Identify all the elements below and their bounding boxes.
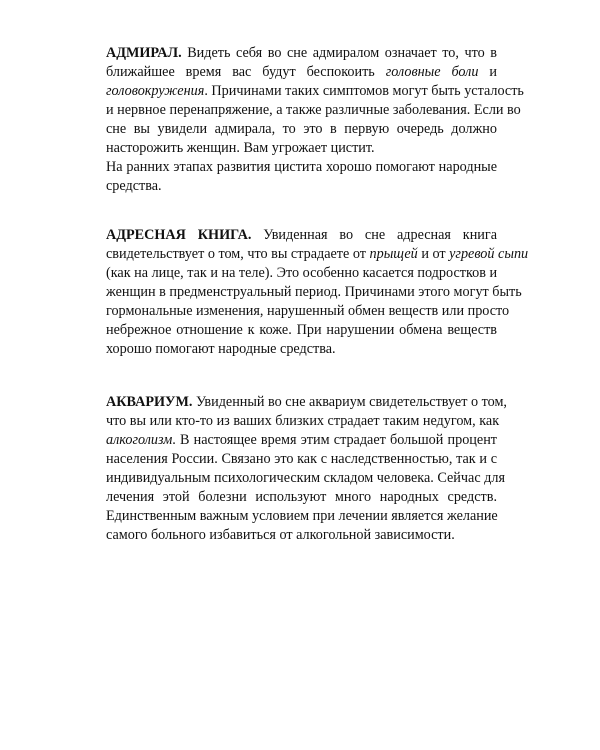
text-line: индивидуальным психологическим складом человека. Сейчас для <box>106 470 506 486</box>
text-line: что вы или кто-то из ваших близких страдает таким недугом, как <box>106 413 500 429</box>
text-line: сне вы увидели адмирала, то это в первую очередь должно <box>106 121 497 137</box>
text-line: лечения этой болезни используют много народных средств. <box>106 489 497 505</box>
text-line: свидетельствует о том, что вы страдаете от прыщей и от угревой сыпи <box>106 246 529 262</box>
text-line: головокружения. Причинами таких симптомов могут быть усталость <box>106 83 524 99</box>
text-line: (как на лице, так и на теле). Это особенно касается подростков и <box>106 265 498 281</box>
entry-headword: АКВАРИУМ. <box>106 394 193 410</box>
text-line: АКВАРИУМ. Увиденный во сне аквариум свидетельствует о том, <box>106 394 507 410</box>
text-line: ближайшее время вас будут беспокоить головные боли и <box>106 64 497 80</box>
text-line: средства. <box>106 178 162 194</box>
text-line: гормональные изменения, нарушенный обмен веществ или просто <box>106 303 510 319</box>
text-line: насторожить женщин. Вам угрожает цистит. <box>106 140 375 156</box>
text-line: самого больного избавиться от алкогольной зависимости. <box>106 527 455 543</box>
text-line: алкоголизм. В настоящее время этим страдает большой процент <box>106 432 497 448</box>
text-line: На ранних этапах развития цистита хорошо помогают народные <box>106 159 497 175</box>
entry-headword: АДМИРАЛ. <box>106 45 182 61</box>
text-line: небрежное отношение к коже. При нарушении обмена веществ <box>106 322 497 338</box>
entry-headword: АДРЕСНАЯ КНИГА. <box>106 227 252 243</box>
text-line: населения России. Связано это как с наследственностью, так и с <box>106 451 497 467</box>
text-line: женщин в предменструальный период. Причинами этого могут быть <box>106 284 522 300</box>
text-line <box>106 503 497 522</box>
text-line: Единственным важным условием при лечении является желание <box>106 508 498 524</box>
text-line: АДРЕСНАЯ КНИГА. Увиденная во сне адресная книга <box>106 227 497 243</box>
text-line: АДМИРАЛ. Видеть себя во сне адмиралом означает то, что в <box>106 45 497 61</box>
text-line: и нервное перенапряжение, а также различные заболевания. Если во <box>106 102 521 118</box>
text-line: хорошо помогают народные средства. <box>106 341 336 357</box>
